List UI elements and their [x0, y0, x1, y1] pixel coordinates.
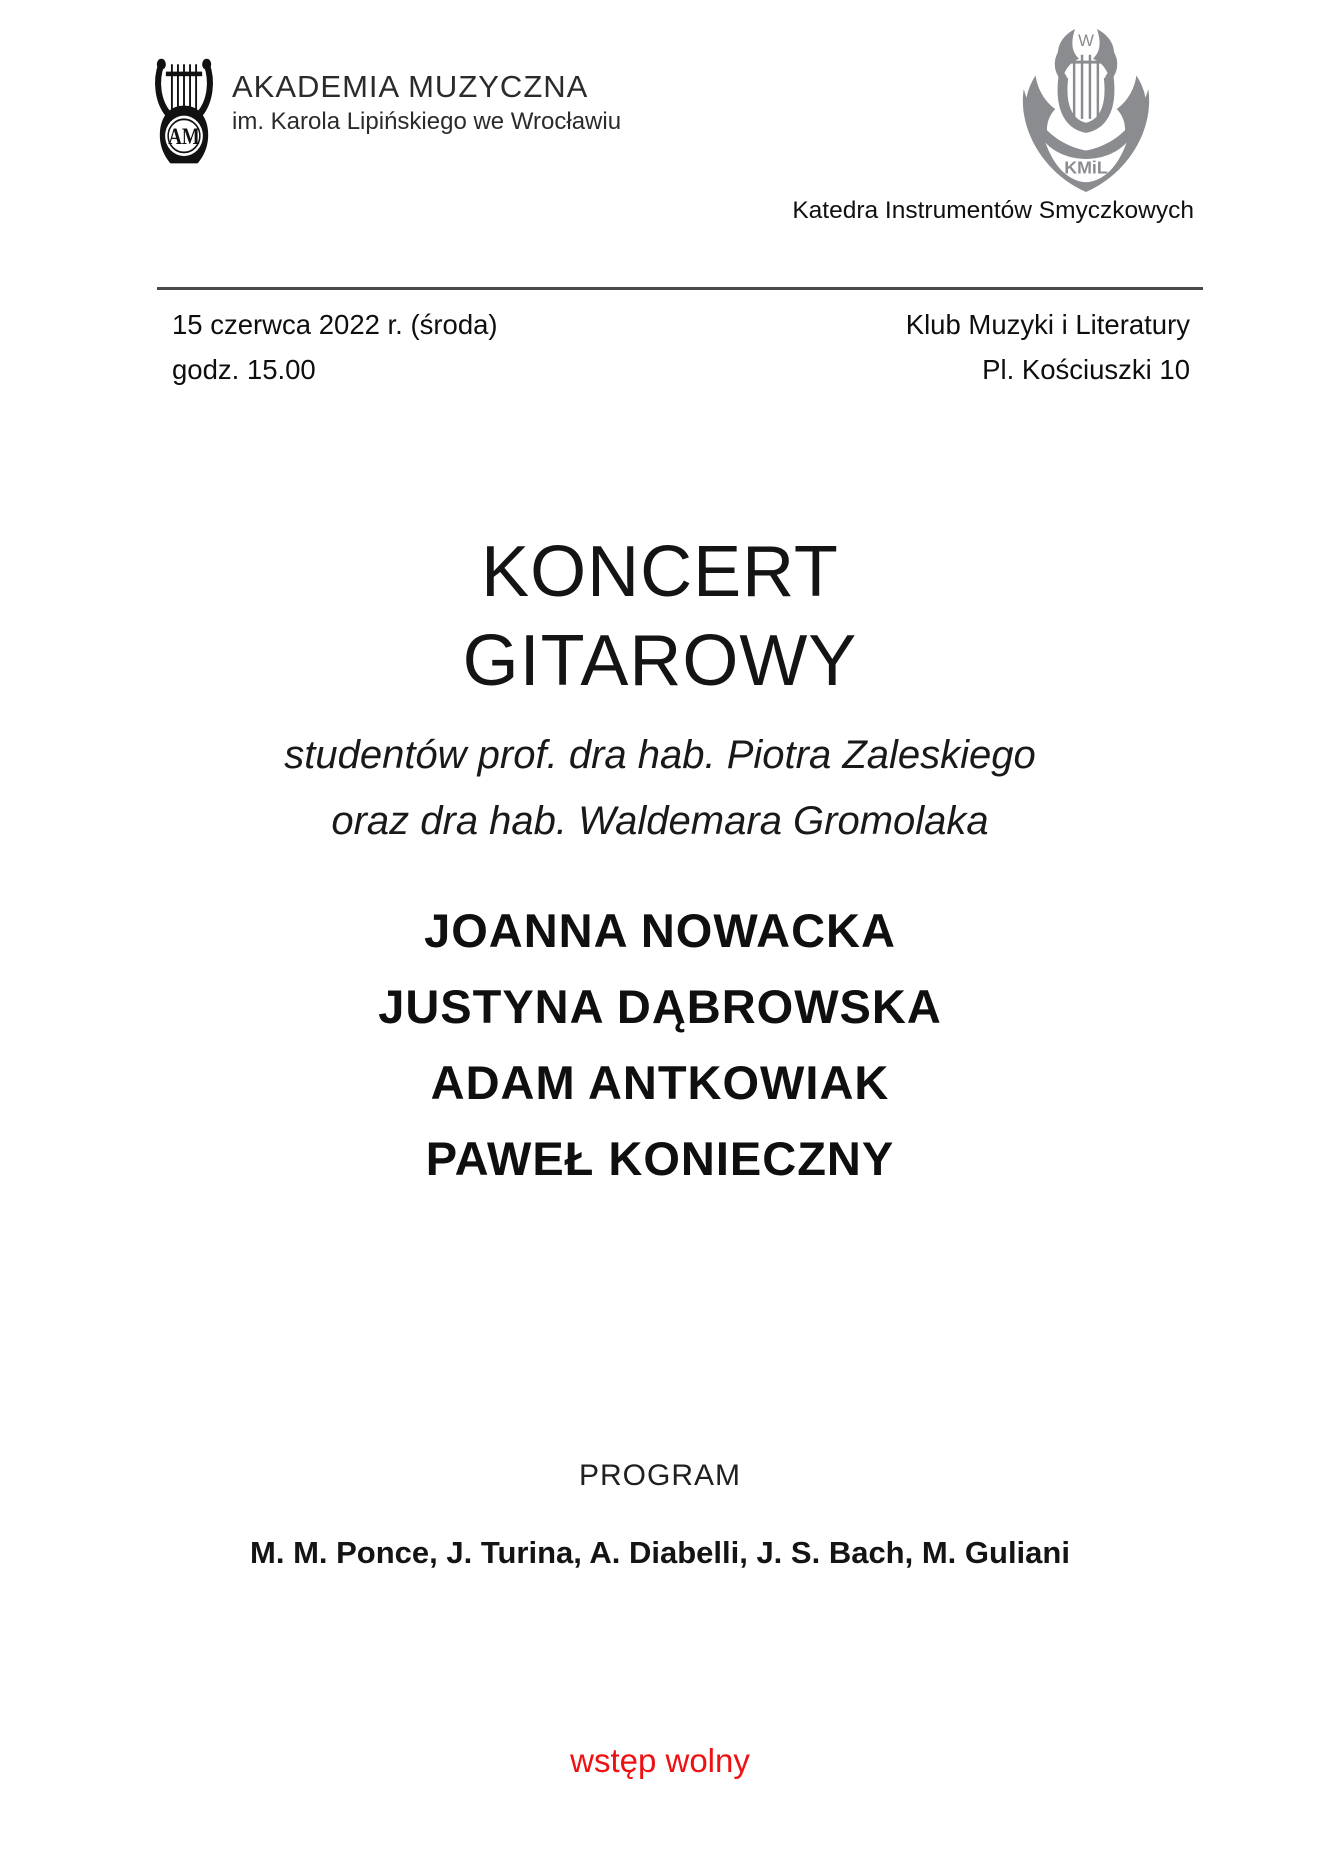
event-venue: Klub Muzyki i Literatury	[905, 309, 1190, 340]
concert-subtitle	[0, 722, 1320, 854]
academy-subtitle: im. Karola Lipińskiego we Wrocławiu	[232, 108, 622, 135]
academy-monogram: AM	[168, 123, 200, 150]
performers-list	[0, 893, 1320, 1197]
department-line: Katedra Instrumentów Smyczkowych	[792, 197, 1194, 224]
academy-name-block	[232, 70, 621, 137]
admission-note: wstęp wolny	[570, 1742, 750, 1779]
kmil-wordmark-top: W	[1078, 30, 1094, 50]
concert-title-line1: KONCERT	[481, 532, 839, 612]
event-address: Pl. Kościuszki 10	[982, 354, 1190, 385]
info-row-1	[172, 302, 1190, 347]
academy-lyre-icon	[150, 56, 218, 168]
program-composers: M. M. Ponce, J. Turina, A. Diabelli, J. S. Bach, M. Guliani	[250, 1535, 1070, 1570]
performer-name: PAWEŁ KONIECZNY	[425, 1132, 895, 1185]
concert-subtitle-line1: studentów prof. dra hab. Piotra Zaleskiego	[284, 733, 1036, 777]
program-heading: PROGRAM	[578, 1459, 741, 1492]
kmil-wordmark: KMiL	[1064, 157, 1108, 178]
performer-name: ADAM ANTKOWIAK	[430, 1056, 890, 1109]
event-date: 15 czerwca 2022 r. (środa)	[172, 309, 498, 340]
divider-rule	[157, 287, 1203, 290]
kmil-flame-lyre-icon	[1002, 26, 1170, 200]
performer-name: JUSTYNA DĄBROWSKA	[378, 980, 942, 1033]
academy-name: AKADEMIA MUZYCZNA	[232, 69, 589, 104]
event-info	[172, 302, 1190, 392]
concert-subtitle-line2: oraz dra hab. Waldemara Gromolaka	[331, 799, 989, 843]
performer-name: JOANNA NOWACKA	[424, 904, 896, 957]
info-row-2	[172, 347, 1190, 392]
concert-title-line2: GITAROWY	[462, 621, 858, 701]
concert-title	[0, 528, 1320, 706]
event-time: godz. 15.00	[172, 354, 316, 385]
